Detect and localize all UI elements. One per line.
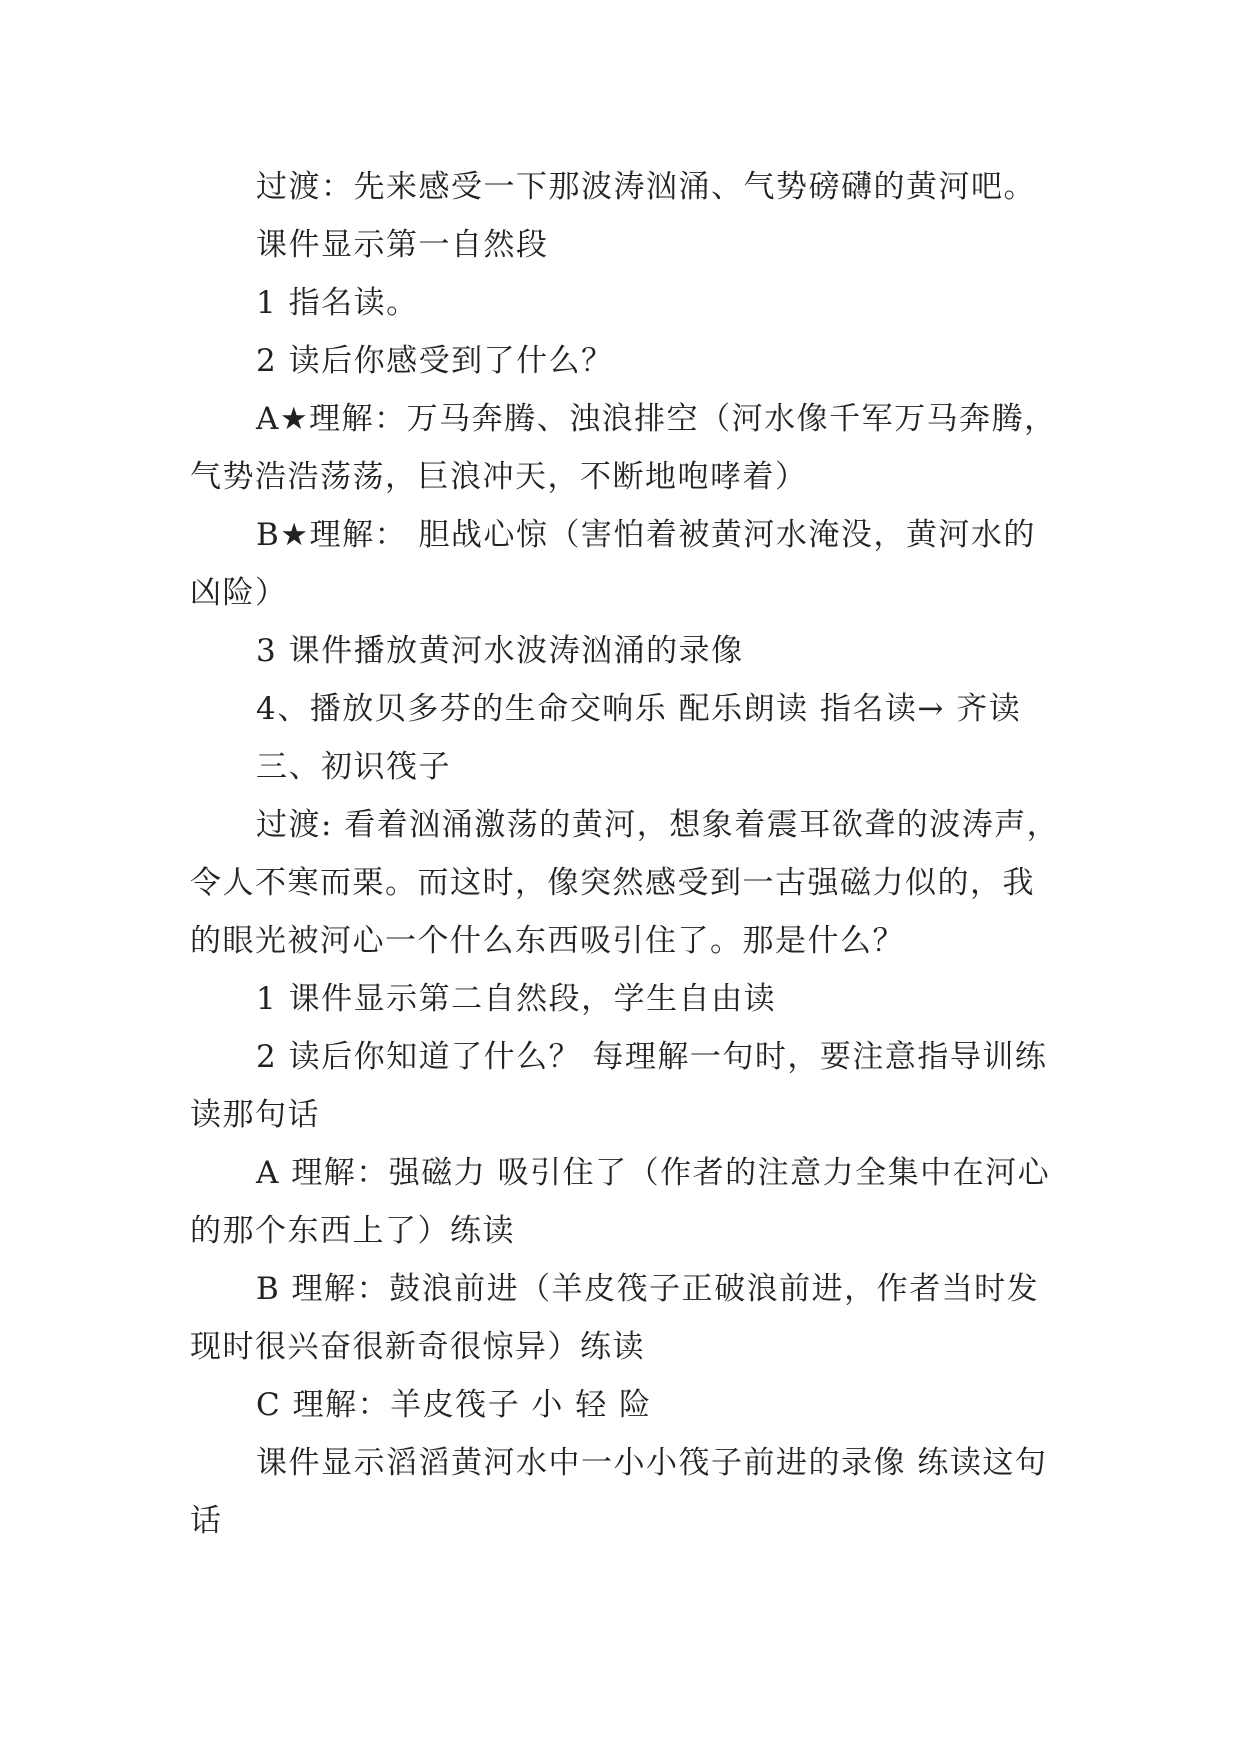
paragraph-step-3: 3 课件播放黄河水波涛汹涌的录像	[256, 633, 744, 669]
paragraph-understanding-b: B★理解： 胆战心惊（害怕着被黄河水淹没，黄河水的凶险）	[190, 517, 1036, 611]
paragraph-slide-first-section: 课件显示第一自然段	[256, 227, 549, 263]
paragraph-raft-step-1: 1 课件显示第二自然段，学生自由读	[256, 981, 777, 1017]
paragraph-step-1: 1 指名读。	[256, 285, 419, 321]
paragraph-raft-understanding-a: A 理解：强磁力 吸引住了（作者的注意力全集中在河心的那个东西上了）练读	[190, 1155, 1051, 1249]
section-heading-3: 三、初识筏子	[256, 749, 451, 785]
paragraph-understanding-a: A★理解：万马奔腾、浊浪排空（河水像千军万马奔腾，气势浩浩荡荡，巨浪冲天，不断地咆哮着）	[190, 401, 1057, 495]
paragraph-raft-understanding-c: C 理解：羊皮筏子 小 轻 险	[256, 1387, 652, 1423]
paragraph-transition-raft: 过渡: 看着汹涌激荡的黄河，想象着震耳欲聋的波涛声，令人不寒而栗。而这时，像突然感受到一古强磁力似的，我的眼光被河心一个什么东西吸引住了。那是什么？	[190, 807, 1060, 959]
paragraph-raft-step-2: 2 读后你知道了什么？ 每理解一句时，要注意指导训练读那句话	[190, 1039, 1048, 1133]
paragraph-raft-video: 课件显示滔滔黄河水中一小小筏子前进的录像 练读这句话	[190, 1445, 1048, 1539]
document-body	[190, 158, 1060, 1550]
paragraph-transition-intro: 过渡：先来感受一下那波涛汹涌、气势磅礴的黄河吧。	[256, 169, 1036, 205]
paragraph-raft-understanding-b: B 理解：鼓浪前进（羊皮筏子正破浪前进，作者当时发现时很兴奋很新奇很惊异）练读	[190, 1271, 1040, 1365]
paragraph-step-4: 4、播放贝多芬的生命交响乐 配乐朗读 指名读→ 齐读	[256, 691, 1022, 727]
paragraph-step-2: 2 读后你感受到了什么？	[256, 343, 614, 379]
